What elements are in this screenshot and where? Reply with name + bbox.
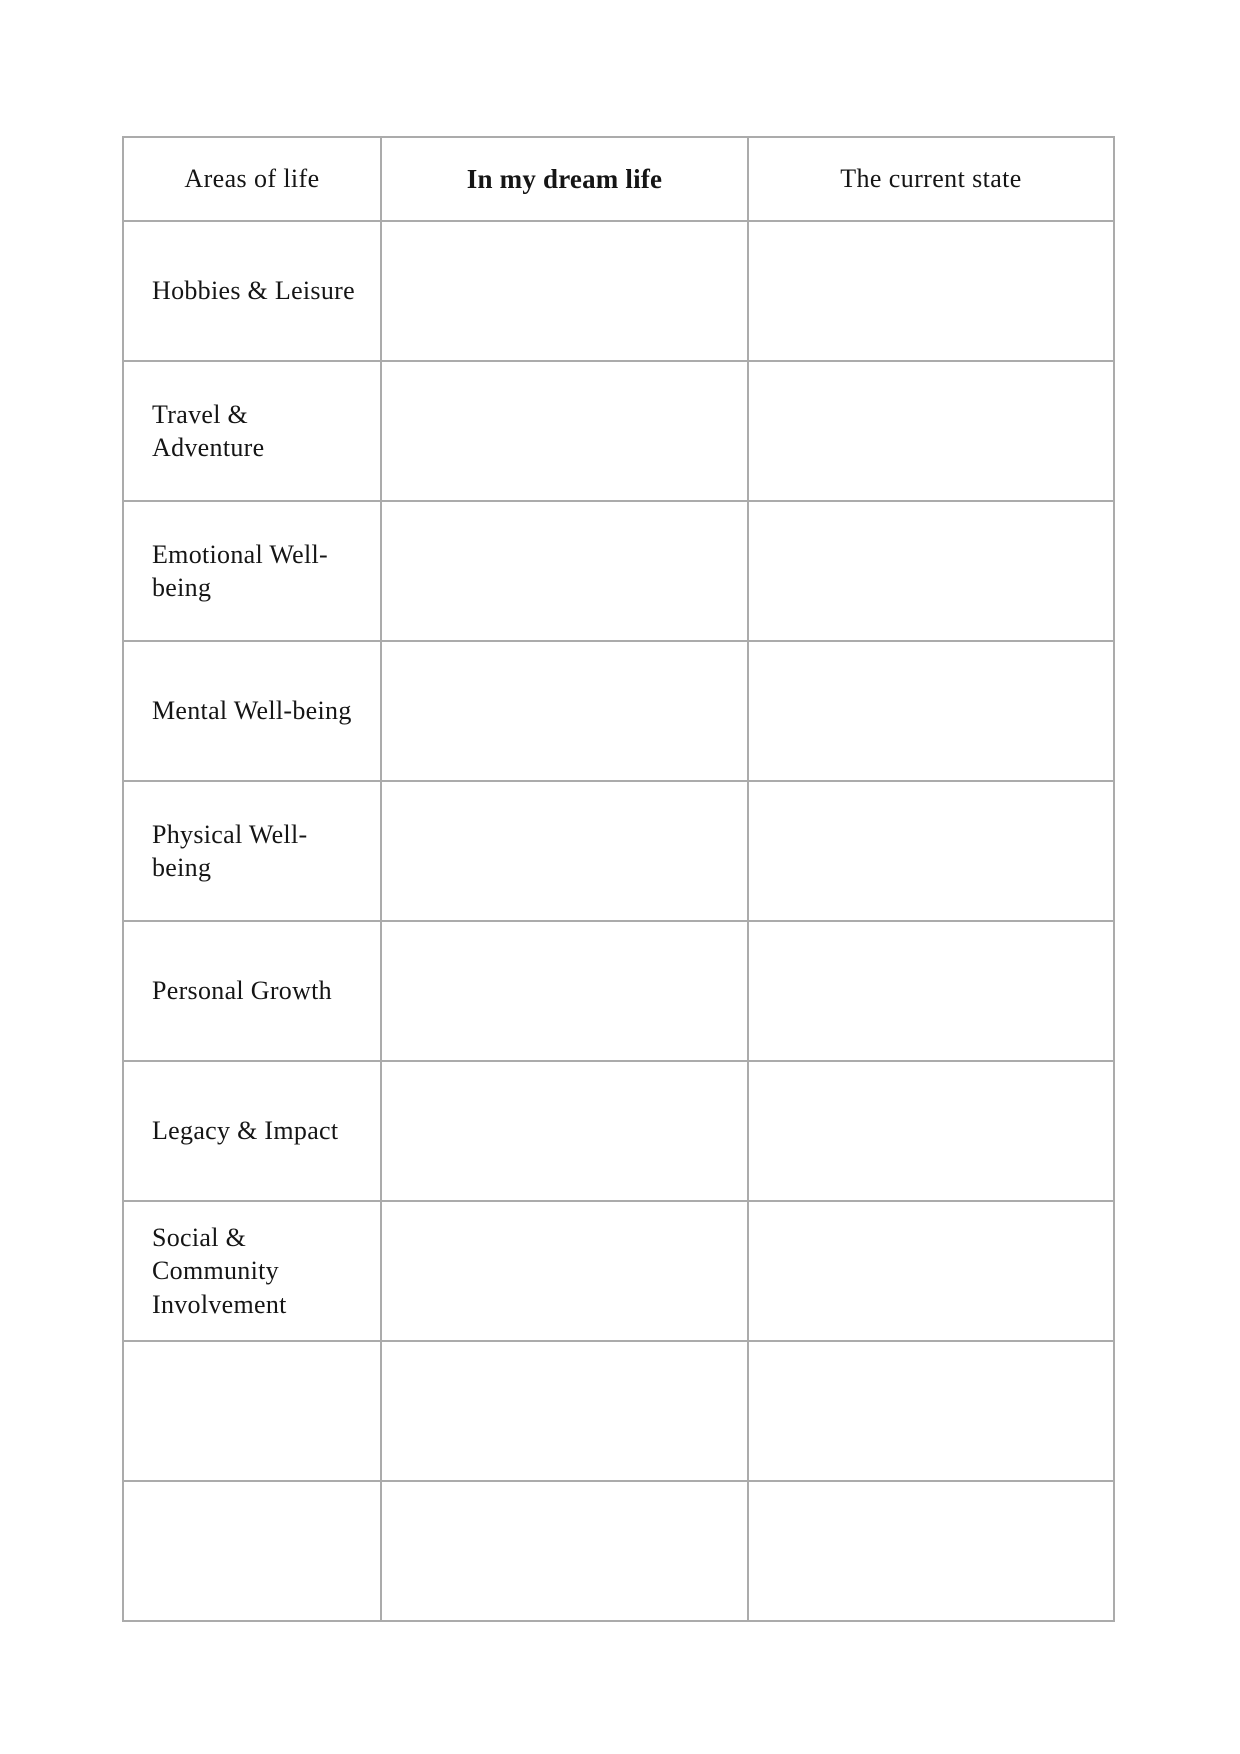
table-row bbox=[123, 221, 1114, 361]
current-cell bbox=[748, 1201, 1114, 1341]
table-row bbox=[123, 501, 1114, 641]
dream-cell bbox=[381, 1481, 748, 1621]
dream-cell bbox=[381, 781, 748, 921]
header-dream-life: In my dream life bbox=[381, 137, 748, 221]
dream-cell bbox=[381, 1341, 748, 1481]
area-label: Emotional Well-being bbox=[123, 501, 381, 641]
table-row bbox=[123, 1201, 1114, 1341]
area-label: Hobbies & Leisure bbox=[123, 221, 381, 361]
table-row bbox=[123, 361, 1114, 501]
area-label: Travel & Adventure bbox=[123, 361, 381, 501]
area-label: Social & Community Involvement bbox=[123, 1201, 381, 1341]
dream-cell bbox=[381, 1061, 748, 1201]
area-label: Physical Well-being bbox=[123, 781, 381, 921]
dream-cell bbox=[381, 221, 748, 361]
area-label bbox=[123, 1481, 381, 1621]
header-current-state: The current state bbox=[748, 137, 1114, 221]
area-label: Personal Growth bbox=[123, 921, 381, 1061]
dream-cell bbox=[381, 921, 748, 1061]
dream-cell bbox=[381, 501, 748, 641]
table-row bbox=[123, 1341, 1114, 1481]
table-row bbox=[123, 1481, 1114, 1621]
dream-cell bbox=[381, 1201, 748, 1341]
current-cell bbox=[748, 1481, 1114, 1621]
current-cell bbox=[748, 781, 1114, 921]
dream-life-table bbox=[122, 136, 1115, 1622]
current-cell bbox=[748, 361, 1114, 501]
area-label bbox=[123, 1341, 381, 1481]
current-cell bbox=[748, 221, 1114, 361]
current-cell bbox=[748, 501, 1114, 641]
area-label: Legacy & Impact bbox=[123, 1061, 381, 1201]
table-row bbox=[123, 641, 1114, 781]
table-header-row bbox=[123, 137, 1114, 221]
area-label: Mental Well-being bbox=[123, 641, 381, 781]
table-row bbox=[123, 1061, 1114, 1201]
table-row bbox=[123, 781, 1114, 921]
table-row bbox=[123, 921, 1114, 1061]
current-cell bbox=[748, 1341, 1114, 1481]
dream-cell bbox=[381, 361, 748, 501]
current-cell bbox=[748, 1061, 1114, 1201]
current-cell bbox=[748, 921, 1114, 1061]
header-areas-of-life: Areas of life bbox=[123, 137, 381, 221]
current-cell bbox=[748, 641, 1114, 781]
dream-cell bbox=[381, 641, 748, 781]
